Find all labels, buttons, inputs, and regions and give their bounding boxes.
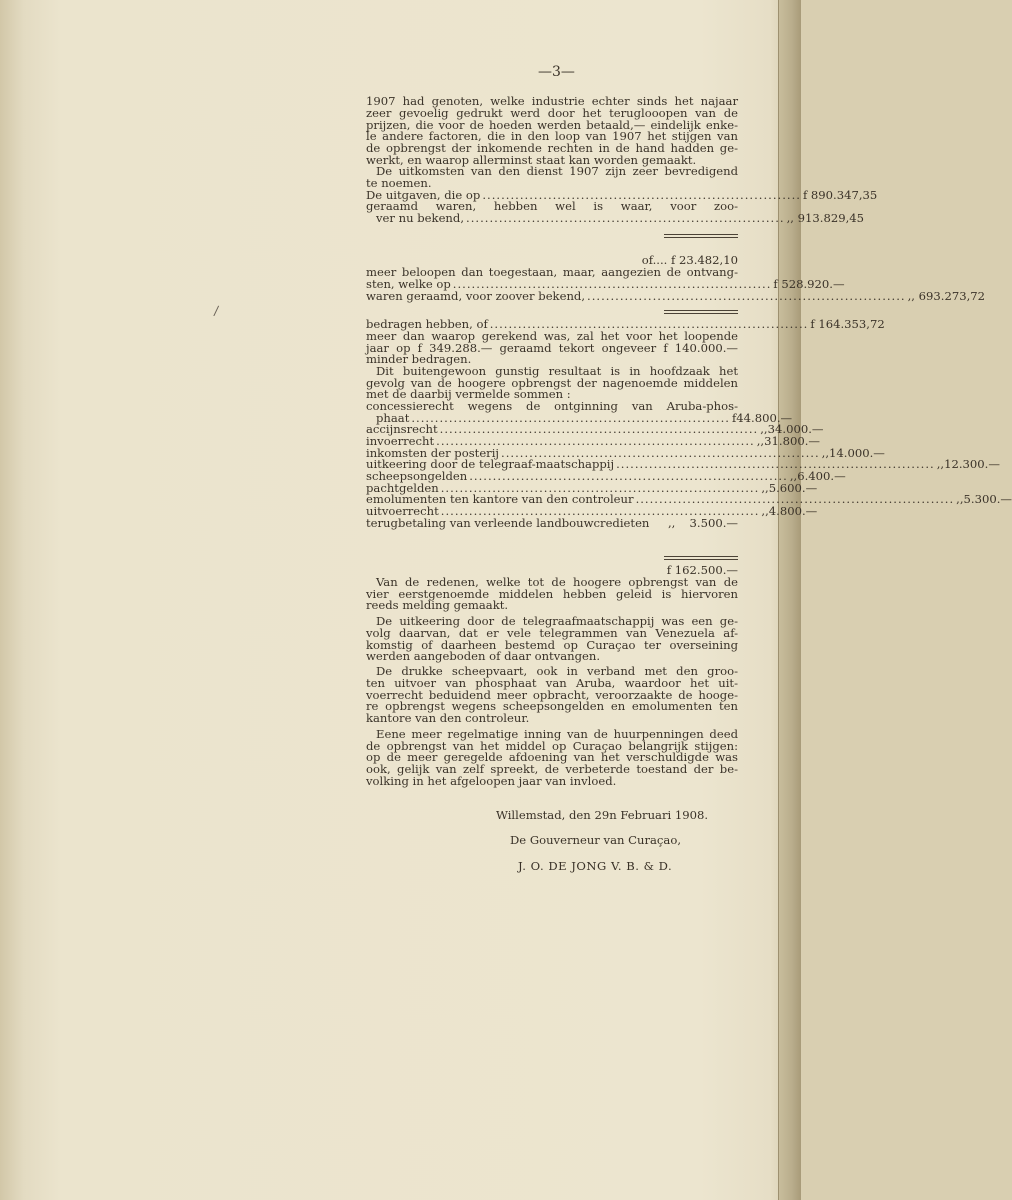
leader-dots: .................................................................... — [466, 211, 785, 225]
sum-rule — [664, 313, 738, 314]
row-label: ver nu bekend, — [376, 211, 465, 225]
paragraph3-line: minder bedragen. — [366, 352, 472, 366]
paragraph1-line: 1907 had genoten, welke industrie echter sinds het najaar — [366, 94, 738, 108]
paragraph6-line: De uitkeering door de telegraafmaatschappij was een ge- — [376, 614, 738, 628]
item-currency: ,, — [789, 469, 798, 483]
paragraph7-line: voerrecht beduidend meer opbracht, veroorzaakte de hooge- — [366, 688, 738, 702]
leader-dots: .................................................................... — [616, 457, 935, 471]
item-label: invoerrecht — [366, 434, 435, 448]
paragraph4-line: Dit buitengewoon gunstig resultaat is in hoofdzaak het — [376, 364, 738, 378]
paragraph7-line: kantore van den controleur. — [366, 711, 530, 725]
paragraph3-line: jaar op f 349.288.— geraamd tekort ongeveer f 140.000.— — [366, 341, 738, 355]
item-currency: ,, — [956, 492, 964, 506]
item-amount: 5.300.— — [963, 492, 1012, 506]
leader-dots: .................................................................... — [587, 289, 906, 303]
item-currency: ,, — [761, 481, 769, 495]
row-amount: f 528.920.— — [773, 277, 845, 291]
sum-rule — [664, 559, 738, 560]
binding-edge — [778, 0, 801, 1200]
page-number: —3— — [538, 64, 575, 80]
paragraph3-line: meer dan waarop gerekend was, zal het voor het loopende — [366, 329, 738, 343]
leader-dots: .................................................................... — [411, 411, 730, 425]
paragraph8-line: de opbrengst van het middel op Curaçao belangrijk stijgen: — [366, 739, 738, 753]
item-label: accijnsrecht — [366, 422, 438, 436]
paragraph6-line: komstig of daarheen bestemd op Curaçao ter overseining — [366, 638, 738, 652]
row-amount: ,, 913.829,45 — [786, 211, 865, 225]
paragraph1-line: werkt, en waarop allerminst staat kan worden gemaakt. — [366, 153, 697, 167]
leader-dots: .................................................................... — [439, 422, 759, 436]
paragraph5-line: Van de redenen, welke tot de hoogere opbrengst van de — [376, 575, 738, 589]
paragraph5-line: reeds melding gemaakt. — [366, 598, 509, 612]
paragraph8-line: volking in het afgeloopen jaar van invloed. — [366, 774, 617, 788]
paragraph1-line: le andere factoren, die in den loop van 1907 het stijgen van — [366, 129, 738, 143]
item-label: inkomsten der posterij — [366, 446, 500, 460]
row-label: waren geraamd, voor zoover bekend, — [366, 289, 586, 303]
of-label: of.... — [641, 253, 668, 267]
row-amount: f 890.347,35 — [802, 188, 878, 202]
leader-dots: .................................................................... — [469, 469, 788, 483]
sum-rule — [664, 310, 738, 311]
signatory-name: J. O. DE JONG V. B. & D. — [518, 859, 673, 873]
item-label: scheepsongelden — [366, 469, 468, 483]
expenditure-actual-row — [366, 211, 865, 225]
leader-dots: .................................................................... — [501, 446, 820, 460]
items-first-line: concessierecht wegens de ontginning van Aruba-phos- — [366, 399, 738, 413]
item-currency: ,, — [761, 504, 769, 518]
leader-dots: .................................................................... — [440, 504, 760, 518]
paragraph5-line: vier eerstgenoemde middelen hebben geleid is hiervoren — [366, 587, 738, 601]
item-amount: 12.300.— — [944, 457, 1000, 471]
sum-rule — [664, 234, 738, 235]
paragraph1-line: de opbrengst der inkomende rechten in de hand hadden ge- — [366, 141, 738, 155]
item-currency: ,, — [760, 422, 768, 436]
row-label: sten, welke op — [366, 277, 451, 291]
difference-amount: f 23.482,10 — [671, 253, 738, 267]
item-currency: f — [731, 411, 737, 425]
leader-dots: .................................................................... — [635, 492, 955, 506]
leader-dots: .................................................................... — [482, 188, 801, 202]
margin-pencil-mark: / — [212, 303, 220, 320]
item-amount: 44.800.— — [736, 411, 793, 425]
leader-dots: .................................................................... — [489, 317, 809, 331]
paragraph2-line: De uitkomsten van den dienst 1907 zijn zeer bevredigend — [376, 164, 738, 178]
item-currency: ,, — [756, 434, 765, 448]
paragraph8-line: op de meer geregelde afdoening van het verschuldigde was — [366, 750, 738, 764]
paragraph8-line: Eene meer regelmatige inning van de huurpenningen deed — [376, 727, 738, 741]
paragraph4-line: gevolg van de hoogere opbrengst der nagenoemde middelen — [366, 376, 738, 390]
item-label: uitkeering door de telegraaf-maatschappij — [366, 457, 615, 471]
paragraph8-line: ook, gelijk van zelf spreekt, de verbeterde toestand der be- — [366, 762, 738, 776]
row-amount: f 164.353,72 — [810, 317, 885, 331]
revenue-actual-row — [366, 289, 986, 303]
item-currency: ,, — [821, 446, 830, 460]
row-label: De uitgaven, die op — [366, 188, 481, 202]
item-amount: 34.000.— — [767, 422, 824, 436]
leader-dots: .................................................................... — [452, 277, 772, 291]
row-label: bedragen hebben, of — [366, 317, 488, 331]
item-label: terugbetaling van verleende landbouwcredieten — [366, 516, 650, 530]
item-amount: 6.400.— — [797, 469, 846, 483]
item-label: phaat — [376, 411, 410, 425]
paragraph6-line: werden aangeboden of daar ontvangen. — [366, 649, 601, 663]
paragraph7-line: ten uitvoer van phosphaat van Aruba, waardoor het uit- — [366, 676, 738, 690]
leader-dots: .................................................................... — [436, 434, 755, 448]
paragraph7-line: De drukke scheepvaart, ook in verband met den groo- — [376, 664, 738, 678]
row-amount: ,, 693.273,72 — [907, 289, 986, 303]
sum-rule — [664, 556, 738, 557]
item-amount: 3.500.— — [689, 516, 738, 530]
item-amount: 14.000.— — [829, 446, 885, 460]
sum-rule — [664, 237, 738, 238]
place-and-date: Willemstad, den 29n Februari 1908. — [496, 808, 709, 822]
paragraph2-line: te noemen. — [366, 176, 432, 190]
paragraph4-line: met de daarbij vermelde sommen : — [366, 387, 571, 401]
item-label: emolumenten ten kantore van den controleur — [366, 492, 634, 506]
paragraph1-line: prijzen, die voor de hoeden werden betaald,— eindelijk enke- — [366, 118, 738, 132]
item-currency: ,, — [936, 457, 945, 471]
item-label: uitvoerrecht — [366, 504, 439, 518]
expenditure-text-line: geraamd waren, hebben wel is waar, voor zoo- — [366, 199, 738, 213]
item-amount: 4.800.— — [768, 504, 818, 518]
signatory-title: De Gouverneur van Curaçao, — [510, 833, 682, 847]
item-amount: 31.800.— — [764, 434, 820, 448]
items-total: f 162.500.— — [666, 563, 738, 577]
paragraph6-line: volg daarvan, dat er vele telegrammen van Venezuela af- — [366, 626, 738, 640]
item-row — [366, 518, 738, 530]
paragraph1-line: zeer gevoelig gedrukt werd door het teruglooopen van de — [366, 106, 738, 120]
revenue-text-line: meer beloopen dan toegestaan, maar, aangezien de ontvang- — [366, 265, 738, 279]
paragraph7-line: re opbrengst wegens scheepsongelden en emolumenten ten — [366, 699, 738, 713]
item-amount: 5.600.— — [768, 481, 818, 495]
item-currency: ,, — [668, 516, 676, 530]
leader-dots: .................................................................... — [440, 481, 760, 495]
item-label: pachtgelden — [366, 481, 439, 495]
